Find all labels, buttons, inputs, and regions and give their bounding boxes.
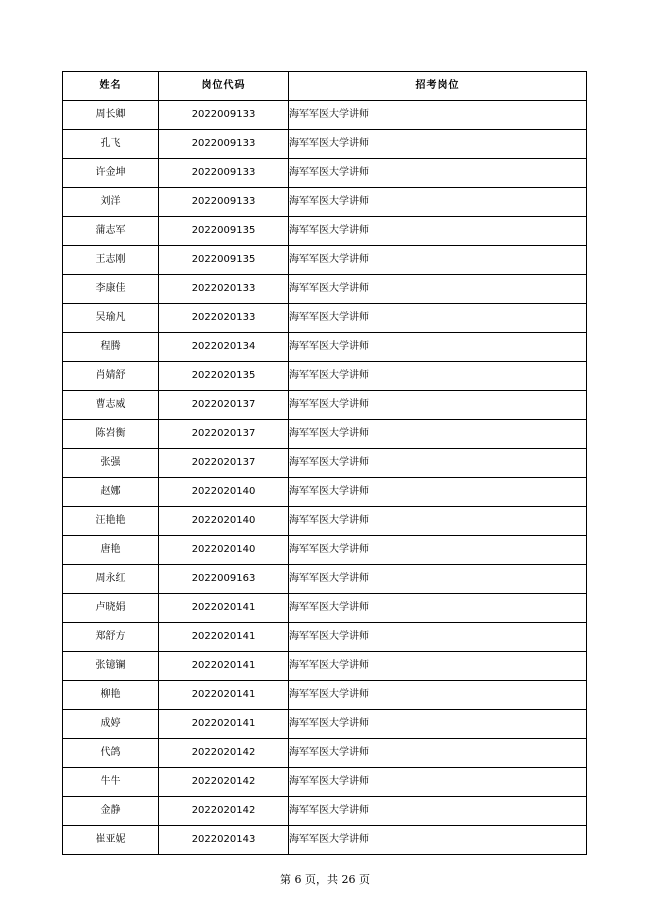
position-code-cell: 2022020143	[159, 826, 289, 855]
name-cell: 牛牛	[63, 768, 159, 797]
name-cell: 周永红	[63, 565, 159, 594]
header-post: 招考岗位	[289, 72, 587, 101]
position-cell: 海军军医大学讲师	[289, 275, 587, 304]
name-cell: 王志刚	[63, 246, 159, 275]
name-cell: 张镱镧	[63, 652, 159, 681]
table-row	[63, 420, 587, 449]
name-cell: 肖婧舒	[63, 362, 159, 391]
name-cell: 代鸽	[63, 739, 159, 768]
name-cell: 吴瑜凡	[63, 304, 159, 333]
position-code-cell: 2022009135	[159, 217, 289, 246]
position-cell: 海军军医大学讲师	[289, 362, 587, 391]
position-cell: 海军军医大学讲师	[289, 739, 587, 768]
table-row	[63, 710, 587, 739]
position-cell: 海军军医大学讲师	[289, 826, 587, 855]
table-row	[63, 217, 587, 246]
position-code-cell: 2022020133	[159, 304, 289, 333]
position-code-cell: 2022020140	[159, 478, 289, 507]
table-row	[63, 681, 587, 710]
name-cell: 刘洋	[63, 188, 159, 217]
name-cell: 李康佳	[63, 275, 159, 304]
position-code-cell: 2022020140	[159, 536, 289, 565]
position-cell: 海军军医大学讲师	[289, 652, 587, 681]
table-row	[63, 101, 587, 130]
position-cell: 海军军医大学讲师	[289, 565, 587, 594]
position-code-cell: 2022009133	[159, 101, 289, 130]
position-cell: 海军军医大学讲师	[289, 304, 587, 333]
position-code-cell: 2022009133	[159, 159, 289, 188]
name-cell: 卢晓娟	[63, 594, 159, 623]
position-cell: 海军军医大学讲师	[289, 449, 587, 478]
page-number: 第 6 页，共 26 页	[280, 873, 370, 886]
position-cell: 海军军医大学讲师	[289, 159, 587, 188]
name-cell: 郑舒方	[63, 623, 159, 652]
position-code-cell: 2022020137	[159, 449, 289, 478]
table-row	[63, 768, 587, 797]
table-row	[63, 304, 587, 333]
position-cell: 海军军医大学讲师	[289, 710, 587, 739]
position-cell: 海军军医大学讲师	[289, 507, 587, 536]
table-row	[63, 594, 587, 623]
position-code-cell: 2022009135	[159, 246, 289, 275]
table-row	[63, 739, 587, 768]
position-cell: 海军军医大学讲师	[289, 681, 587, 710]
name-cell: 金静	[63, 797, 159, 826]
position-cell: 海军军医大学讲师	[289, 246, 587, 275]
table-row	[63, 159, 587, 188]
table-row	[63, 536, 587, 565]
position-code-cell: 2022020142	[159, 739, 289, 768]
name-cell: 柳艳	[63, 681, 159, 710]
table-row	[63, 130, 587, 159]
table-row	[63, 275, 587, 304]
position-cell: 海军军医大学讲师	[289, 536, 587, 565]
name-cell: 曹志威	[63, 391, 159, 420]
position-cell: 海军军医大学讲师	[289, 130, 587, 159]
name-cell: 孔飞	[63, 130, 159, 159]
table-row	[63, 652, 587, 681]
position-cell: 海军军医大学讲师	[289, 623, 587, 652]
position-code-cell: 2022020140	[159, 507, 289, 536]
name-cell: 蒲志军	[63, 217, 159, 246]
position-code-cell: 2022009133	[159, 130, 289, 159]
roster-body	[63, 101, 587, 855]
position-cell: 海军军医大学讲师	[289, 768, 587, 797]
table-row	[63, 507, 587, 536]
header-row	[63, 72, 587, 101]
position-cell: 海军军医大学讲师	[289, 420, 587, 449]
position-code-cell: 2022020133	[159, 275, 289, 304]
header-name: 姓名	[63, 72, 159, 101]
position-cell: 海军军医大学讲师	[289, 217, 587, 246]
position-code-cell: 2022020141	[159, 623, 289, 652]
position-code-cell: 2022020142	[159, 797, 289, 826]
position-code-cell: 2022020142	[159, 768, 289, 797]
table-row	[63, 623, 587, 652]
header-code: 岗位代码	[159, 72, 289, 101]
roster-table	[62, 71, 587, 855]
table-row	[63, 391, 587, 420]
position-cell: 海军军医大学讲师	[289, 594, 587, 623]
position-code-cell: 2022020134	[159, 333, 289, 362]
position-code-cell: 2022020137	[159, 391, 289, 420]
table-row	[63, 188, 587, 217]
table-row	[63, 478, 587, 507]
table-row	[63, 797, 587, 826]
name-cell: 赵娜	[63, 478, 159, 507]
position-code-cell: 2022020137	[159, 420, 289, 449]
position-cell: 海军军医大学讲师	[289, 101, 587, 130]
name-cell: 许金坤	[63, 159, 159, 188]
position-cell: 海军军医大学讲师	[289, 188, 587, 217]
table-row	[63, 826, 587, 855]
position-code-cell: 2022020141	[159, 594, 289, 623]
position-code-cell: 2022020135	[159, 362, 289, 391]
table-row	[63, 362, 587, 391]
name-cell: 唐艳	[63, 536, 159, 565]
position-cell: 海军军医大学讲师	[289, 478, 587, 507]
name-cell: 陈岧衡	[63, 420, 159, 449]
position-cell: 海军军医大学讲师	[289, 333, 587, 362]
name-cell: 张强	[63, 449, 159, 478]
name-cell: 周长卿	[63, 101, 159, 130]
position-cell: 海军军医大学讲师	[289, 797, 587, 826]
table-row	[63, 333, 587, 362]
position-code-cell: 2022020141	[159, 710, 289, 739]
position-code-cell: 2022009133	[159, 188, 289, 217]
table-row	[63, 449, 587, 478]
position-code-cell: 2022020141	[159, 652, 289, 681]
position-cell: 海军军医大学讲师	[289, 391, 587, 420]
name-cell: 崔亚妮	[63, 826, 159, 855]
name-cell: 成婷	[63, 710, 159, 739]
position-code-cell: 2022009163	[159, 565, 289, 594]
table-row	[63, 565, 587, 594]
position-code-cell: 2022020141	[159, 681, 289, 710]
table-row	[63, 246, 587, 275]
name-cell: 程腾	[63, 333, 159, 362]
name-cell: 汪艳艳	[63, 507, 159, 536]
